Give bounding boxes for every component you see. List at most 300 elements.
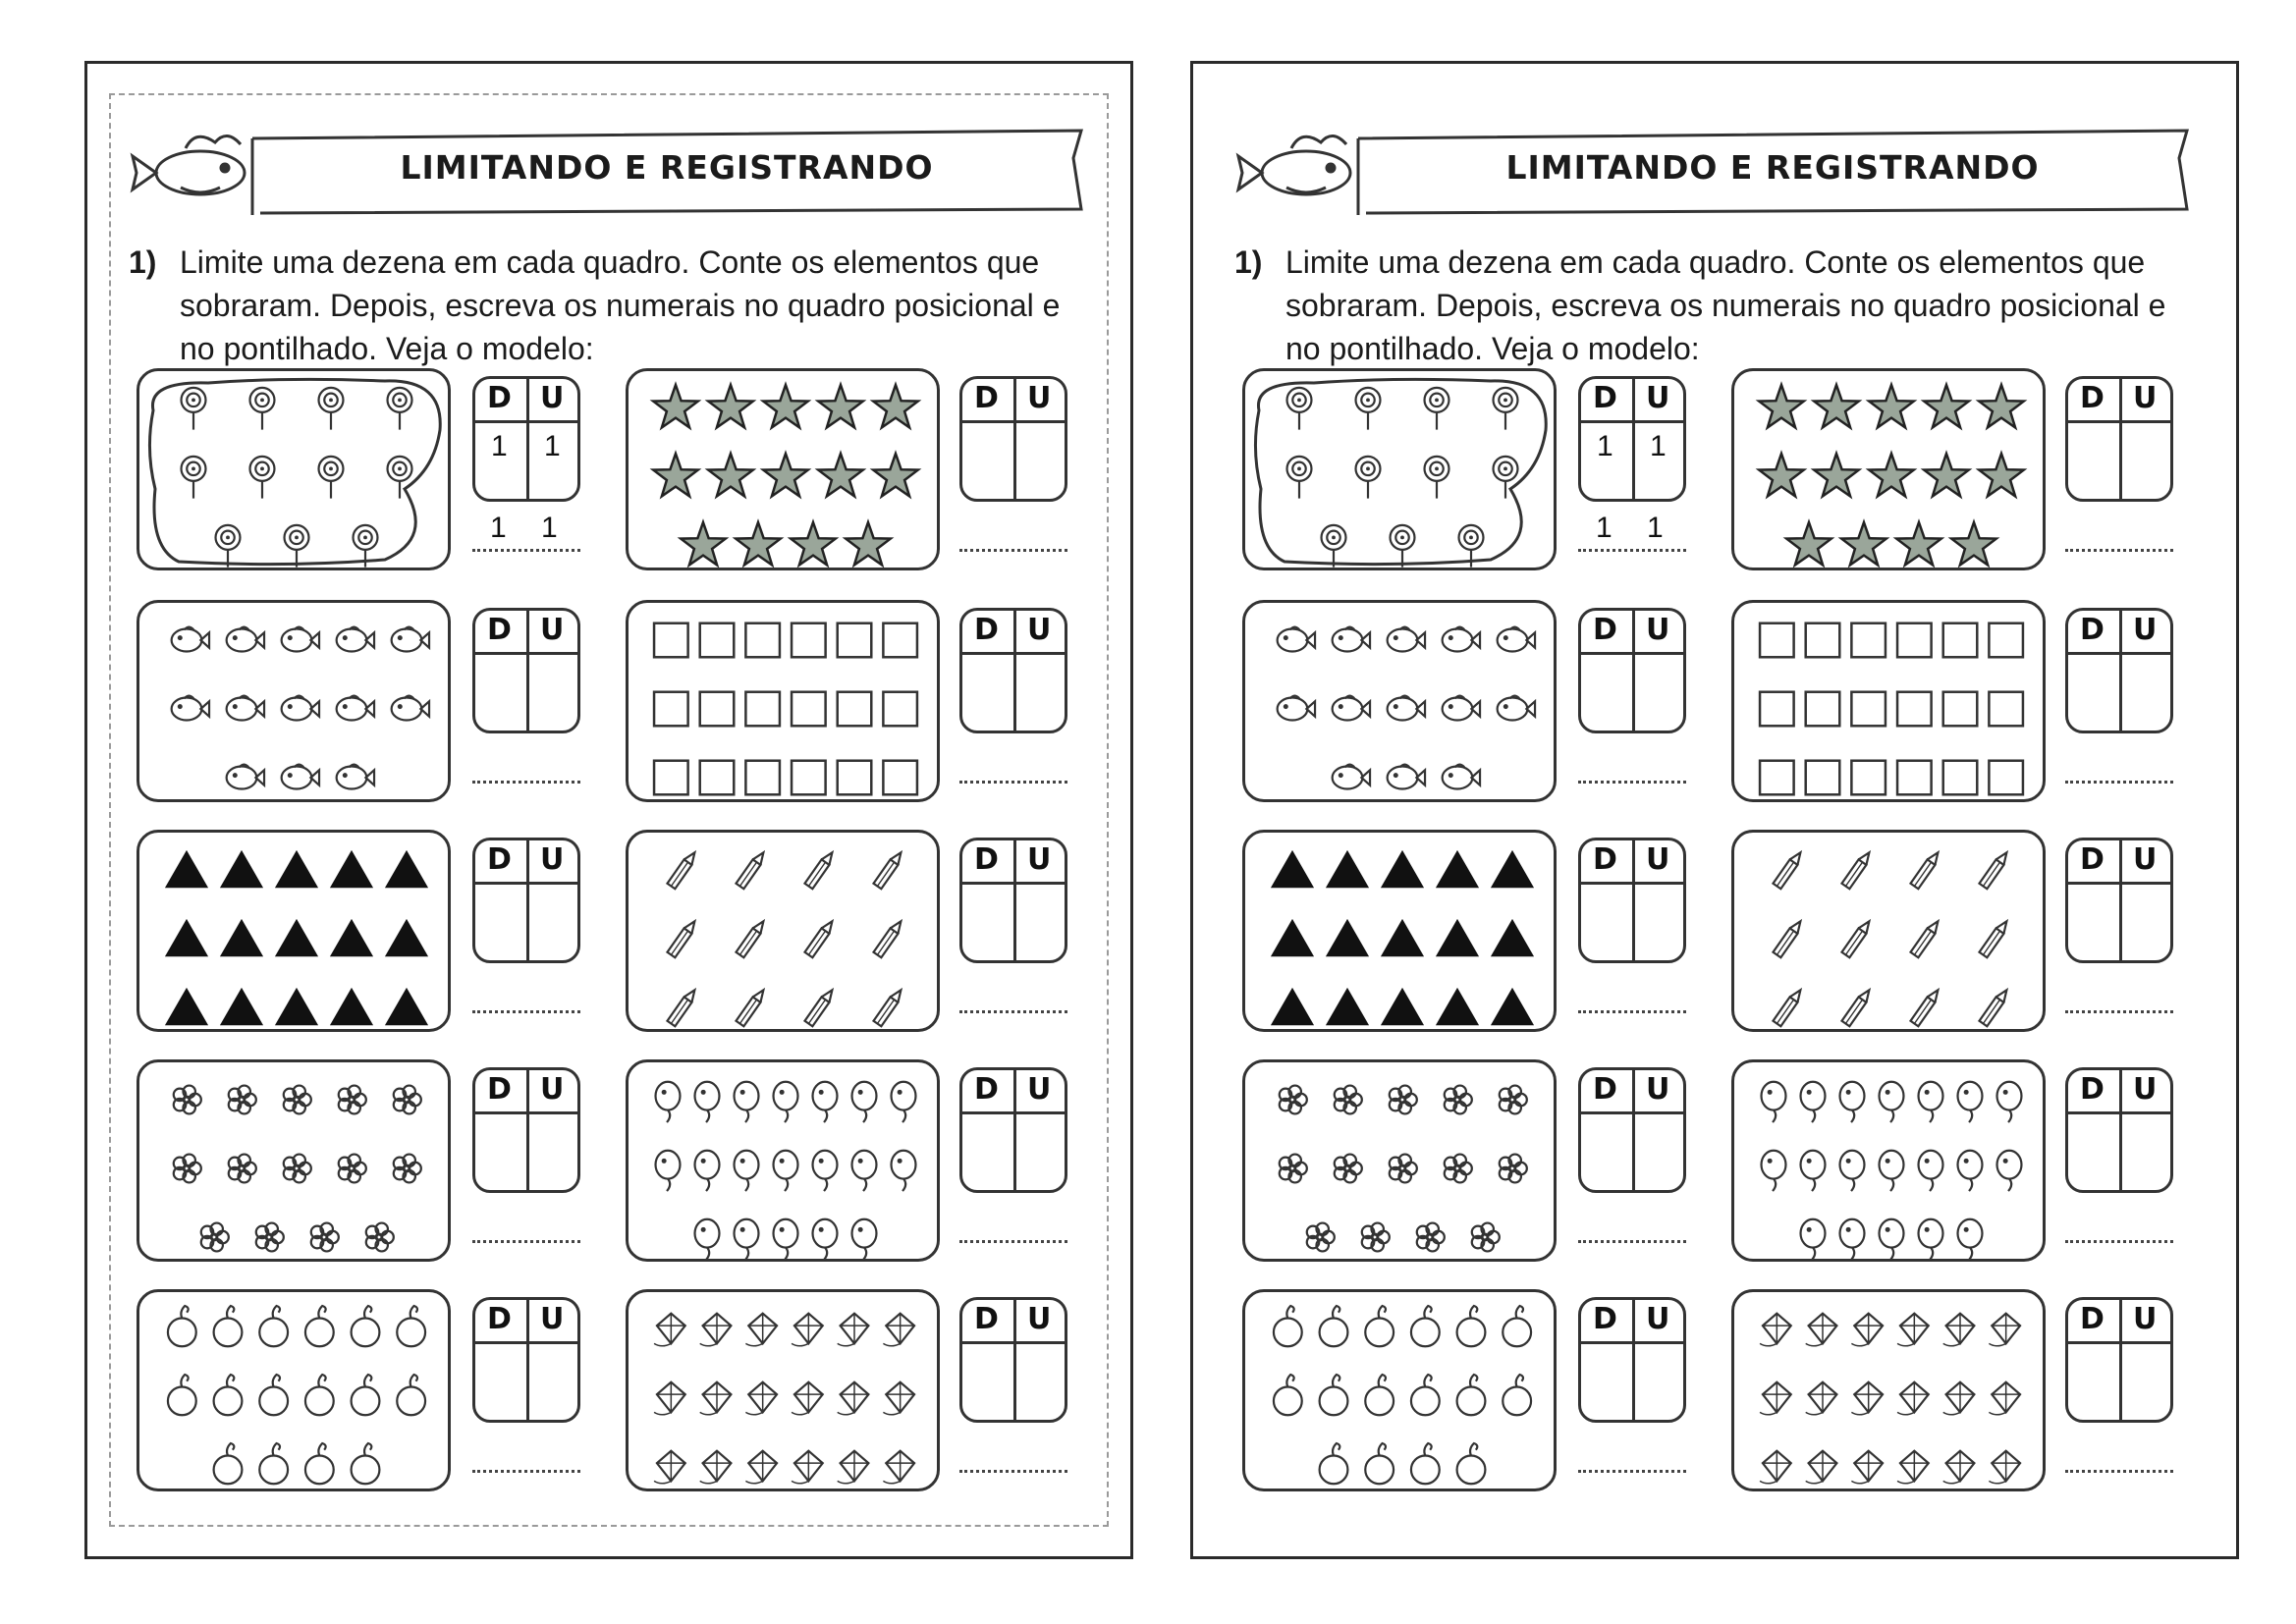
star-icon [763, 454, 808, 496]
triangle-icon [1326, 919, 1369, 956]
apples-illustration [139, 1292, 454, 1494]
triangle-icon [1491, 850, 1534, 888]
star-icon [873, 454, 918, 496]
triangle-icon [330, 988, 373, 1025]
place-value-box[interactable] [959, 608, 1067, 733]
triangle-icon [1381, 850, 1424, 888]
kite-icon [792, 1382, 823, 1415]
pencil-icon [805, 919, 837, 958]
balloon-icon [1762, 1151, 1786, 1191]
dotted-answer-line[interactable] [472, 1240, 580, 1243]
tens-label: D [974, 1072, 999, 1107]
balloon-icon [1919, 1151, 1943, 1191]
apple-icon [1503, 1306, 1531, 1346]
square-icon [700, 761, 735, 795]
balloon-icon [1880, 1151, 1904, 1191]
fish-icon [227, 765, 264, 789]
apple-icon [1457, 1375, 1486, 1415]
divider [1632, 1070, 1635, 1190]
square-icon [700, 692, 735, 727]
fish-icon [172, 627, 209, 652]
dotted-answer-line[interactable] [1578, 1470, 1686, 1473]
dotted-answer-line[interactable] [2065, 1240, 2173, 1243]
lollipop-icon [182, 388, 206, 430]
instruction-line-2: sobraram. Depois, escreva os numerais no quadro posicional e [1285, 288, 2166, 323]
balloon-icon [1919, 1082, 1943, 1122]
apple-icon [397, 1375, 425, 1415]
square-icon [838, 623, 872, 658]
balloon-icon [1840, 1219, 1865, 1260]
kite-icon [1989, 1451, 2020, 1484]
balloon-icon [852, 1151, 877, 1191]
kite-icon [838, 1314, 869, 1346]
triangle-icon [385, 988, 428, 1025]
units-label: U [540, 381, 565, 415]
tens-label: D [2080, 842, 2105, 877]
square-icon [883, 761, 917, 795]
lollipops-illustration [1245, 371, 1559, 573]
apple-icon [1274, 1306, 1302, 1346]
square-icon [1851, 761, 1886, 795]
pencil-icon [1842, 919, 1874, 958]
flower-icon [1500, 1086, 1527, 1114]
star-icon [708, 385, 753, 427]
exercise-tile-triangles[interactable] [1242, 830, 1557, 1032]
example-tens-value: 1 [1597, 430, 1613, 462]
page-title: LIMITANDO E REGISTRANDO [400, 148, 934, 187]
square-icon [745, 623, 780, 658]
place-value-box[interactable] [472, 376, 580, 502]
kites-illustration [1734, 1292, 2049, 1494]
square-icon [1806, 692, 1840, 727]
balloon-icon [813, 1082, 838, 1122]
dotted-answer-line[interactable] [2065, 549, 2173, 552]
triangle-icon [220, 988, 263, 1025]
balloon-icon [1801, 1219, 1826, 1260]
kite-icon [700, 1382, 732, 1415]
place-value-box[interactable] [959, 1297, 1067, 1423]
square-icon [1897, 623, 1932, 658]
flowers-illustration [139, 1062, 454, 1265]
exercise-tile-pencils[interactable] [626, 830, 940, 1032]
apple-icon [1411, 1306, 1440, 1346]
place-value-box[interactable] [472, 1067, 580, 1193]
place-value-box[interactable] [959, 838, 1067, 963]
exercise-tile-squares[interactable] [626, 600, 940, 802]
tens-label: D [1593, 613, 1617, 647]
fish-illustration [1245, 603, 1559, 805]
tens-label: D [974, 1302, 999, 1336]
exercise-tile-apples[interactable] [1242, 1289, 1557, 1491]
kite-icon [1943, 1382, 1975, 1415]
dotted-answer-line[interactable] [959, 781, 1067, 784]
kites-illustration [629, 1292, 943, 1494]
pencil-icon [1842, 988, 1874, 1027]
exercise-tile-stars[interactable] [1731, 368, 2046, 570]
dotted-answer-line[interactable] [1578, 549, 1686, 552]
apple-icon [259, 1375, 288, 1415]
fish-icon [227, 627, 264, 652]
tens-label: D [487, 1072, 512, 1107]
triangle-icon [1491, 988, 1534, 1025]
pencil-icon [1980, 850, 2011, 890]
divider [526, 1300, 529, 1420]
lollipop-icon [388, 388, 412, 430]
pencils-illustration [629, 833, 943, 1035]
pencil-icon [1911, 850, 1942, 890]
balloon-icon [774, 1151, 798, 1191]
square-icon [792, 761, 826, 795]
units-label: U [540, 842, 565, 877]
divider [1632, 379, 1635, 499]
exercise-tile-kites[interactable] [626, 1289, 940, 1491]
flower-icon [1390, 1086, 1417, 1114]
exercise-tile-pencils[interactable] [1731, 830, 2046, 1032]
place-value-box[interactable] [1578, 1067, 1686, 1193]
tens-label: D [974, 613, 999, 647]
apple-icon [352, 1443, 380, 1484]
triangle-icon [385, 850, 428, 888]
pencil-icon [874, 850, 905, 890]
balloon-icon [656, 1082, 681, 1122]
place-value-box[interactable] [1578, 376, 1686, 502]
divider [2119, 379, 2122, 499]
pencil-icon [737, 919, 768, 958]
lollipops-illustration [139, 371, 454, 573]
dotted-answer-line[interactable] [472, 1470, 580, 1473]
square-icon [654, 692, 688, 727]
lollipop-icon [285, 525, 309, 568]
balloon-icon [1801, 1082, 1826, 1122]
pencil-icon [874, 988, 905, 1027]
fish-icon [1388, 627, 1425, 652]
star-icon [1759, 454, 1804, 496]
tens-label: D [487, 1302, 512, 1336]
balloon-icon [1840, 1151, 1865, 1191]
star-icon [763, 385, 808, 427]
star-icon [1924, 454, 1969, 496]
pencils-illustration [1734, 833, 2049, 1035]
dotted-answer-line[interactable] [2065, 1010, 2173, 1013]
instruction-line-3: no pontilhado. Veja o modelo: [180, 331, 594, 366]
tens-label: D [487, 613, 512, 647]
triangle-icon [330, 850, 373, 888]
pencil-icon [1774, 988, 1805, 1027]
balloon-icon [1997, 1082, 2022, 1122]
balloon-icon [1762, 1082, 1786, 1122]
star-icon [708, 454, 753, 496]
star-icon [1841, 522, 1886, 565]
example-tens-value: 1 [491, 430, 508, 462]
pencil-icon [1980, 988, 2011, 1027]
lollipop-icon [388, 457, 412, 499]
fish-icon [337, 765, 374, 789]
dotted-answer-line[interactable] [1578, 781, 1686, 784]
units-label: U [1027, 1072, 1052, 1107]
divider [526, 379, 529, 499]
exercise-tile-balloons[interactable] [1731, 1059, 2046, 1262]
divider [1632, 840, 1635, 960]
flower-icon [394, 1086, 421, 1114]
star-icon [1869, 454, 1914, 496]
balloon-icon [695, 1082, 720, 1122]
apple-icon [168, 1375, 196, 1415]
question-number: 1) [1234, 244, 1263, 280]
pencil-icon [668, 850, 699, 890]
balloons-illustration [1734, 1062, 2049, 1265]
square-icon [1806, 623, 1840, 658]
exercise-tile-fish[interactable] [1242, 600, 1557, 802]
flower-icon [284, 1086, 311, 1114]
kite-icon [700, 1451, 732, 1484]
exercise-tile-apples[interactable] [137, 1289, 451, 1491]
place-value-box[interactable] [959, 376, 1067, 502]
exercise-tile-balloons[interactable] [626, 1059, 940, 1262]
star-icon [818, 454, 863, 496]
flower-icon [311, 1223, 339, 1252]
fish-icon [1443, 696, 1480, 721]
units-label: U [2133, 1072, 2158, 1107]
triangle-icon [165, 988, 208, 1025]
divider [526, 840, 529, 960]
units-label: U [1646, 381, 1670, 415]
square-icon [838, 761, 872, 795]
dotted-answer-line[interactable] [472, 1010, 580, 1013]
apple-icon [397, 1306, 425, 1346]
example-dotted-tens: 1 [1596, 512, 1613, 544]
units-label: U [540, 1302, 565, 1336]
lollipop-icon [1356, 457, 1381, 499]
square-icon [1989, 692, 2023, 727]
divider [1013, 611, 1016, 731]
triangle-icon [1491, 919, 1534, 956]
place-value-box[interactable] [472, 1297, 580, 1423]
flower-icon [1335, 1155, 1362, 1183]
apple-icon [305, 1375, 334, 1415]
exercise-tile-flowers[interactable] [1242, 1059, 1557, 1262]
dotted-answer-line[interactable] [2065, 1470, 2173, 1473]
apple-icon [1365, 1306, 1394, 1346]
place-value-box[interactable] [1578, 1297, 1686, 1423]
kite-icon [1806, 1314, 1837, 1346]
fish-icon [1333, 627, 1370, 652]
star-icon [1979, 454, 2024, 496]
dotted-answer-line[interactable] [2065, 781, 2173, 784]
balloon-icon [735, 1151, 759, 1191]
square-icon [792, 623, 826, 658]
square-icon [700, 623, 735, 658]
pencil-icon [737, 850, 768, 890]
square-icon [1806, 761, 1840, 795]
units-label: U [1027, 842, 1052, 877]
kite-icon [745, 1314, 777, 1346]
units-label: U [2133, 381, 2158, 415]
triangle-icon [1326, 988, 1369, 1025]
kite-icon [700, 1314, 732, 1346]
kite-icon [1851, 1314, 1883, 1346]
dotted-answer-line[interactable] [472, 549, 580, 552]
apples-illustration [1245, 1292, 1559, 1494]
balloon-icon [695, 1151, 720, 1191]
kite-icon [1760, 1314, 1791, 1346]
kite-icon [1806, 1451, 1837, 1484]
balloon-icon [1958, 1082, 1983, 1122]
kite-icon [1806, 1382, 1837, 1415]
kite-icon [792, 1451, 823, 1484]
balloon-icon [1801, 1151, 1826, 1191]
dotted-answer-line[interactable] [959, 1470, 1067, 1473]
divider [1013, 1300, 1016, 1420]
instruction-line-2: sobraram. Depois, escreva os numerais no quadro posicional e [180, 288, 1061, 323]
place-value-box[interactable] [472, 608, 580, 733]
star-icon [1979, 385, 2024, 427]
units-label: U [1646, 1072, 1670, 1107]
square-icon [1897, 692, 1932, 727]
lollipop-icon [1425, 388, 1449, 430]
instruction-line-3: no pontilhado. Veja o modelo: [1285, 331, 1700, 366]
apple-icon [1365, 1375, 1394, 1415]
square-icon [1851, 692, 1886, 727]
worksheet-page-left [84, 61, 1133, 1559]
place-value-box[interactable] [1578, 838, 1686, 963]
place-value-box[interactable] [2065, 608, 2173, 733]
square-icon [1760, 623, 1794, 658]
apple-icon [1320, 1375, 1348, 1415]
example-units-value: 1 [1650, 430, 1667, 462]
lollipop-icon [216, 525, 241, 568]
kite-icon [654, 1382, 685, 1415]
dotted-answer-line[interactable] [472, 781, 580, 784]
units-label: U [2133, 842, 2158, 877]
fish-icon [282, 765, 319, 789]
kite-icon [838, 1451, 869, 1484]
units-label: U [1646, 842, 1670, 877]
star-icon [1869, 385, 1914, 427]
fish-icon [1278, 696, 1315, 721]
kite-icon [654, 1314, 685, 1346]
tens-label: D [1593, 1302, 1617, 1336]
kite-icon [883, 1382, 914, 1415]
star-icon [791, 522, 836, 565]
star-icon [681, 522, 726, 565]
apple-icon [305, 1306, 334, 1346]
fish-icon [1443, 627, 1480, 652]
fish-icon [227, 696, 264, 721]
dotted-answer-line[interactable] [959, 549, 1067, 552]
fish-icon [1388, 696, 1425, 721]
flower-icon [1472, 1223, 1500, 1252]
dotted-answer-line[interactable] [959, 1010, 1067, 1013]
lollipop-icon [1494, 457, 1518, 499]
exercise-tile-squares[interactable] [1731, 600, 2046, 802]
flower-icon [394, 1155, 421, 1183]
pencil-icon [668, 919, 699, 958]
divider [526, 611, 529, 731]
place-value-box[interactable] [2065, 1297, 2173, 1423]
triangle-icon [1436, 919, 1479, 956]
star-icon [1896, 522, 1941, 565]
lollipop-icon [250, 388, 275, 430]
exercise-tile-fish[interactable] [137, 600, 451, 802]
dotted-answer-line[interactable] [1578, 1240, 1686, 1243]
triangles-illustration [1245, 833, 1559, 1035]
apple-icon [168, 1306, 196, 1346]
question-number: 1) [129, 244, 157, 280]
place-value-box[interactable] [959, 1067, 1067, 1193]
divider [1013, 379, 1016, 499]
place-value-box[interactable] [1578, 608, 1686, 733]
units-label: U [1027, 381, 1052, 415]
kite-icon [1897, 1382, 1929, 1415]
flower-icon [366, 1223, 394, 1252]
triangle-icon [220, 919, 263, 956]
tens-label: D [2080, 381, 2105, 415]
exercise-tile-lollipops[interactable] [1242, 368, 1557, 570]
tens-label: D [2080, 1302, 2105, 1336]
fish-icon [392, 696, 429, 721]
kite-icon [1760, 1451, 1791, 1484]
exercise-tile-stars[interactable] [626, 368, 940, 570]
square-icon [1989, 623, 2023, 658]
apple-icon [305, 1443, 334, 1484]
balloon-icon [813, 1151, 838, 1191]
fish-icon [1498, 627, 1535, 652]
tens-label: D [487, 381, 512, 415]
triangle-icon [275, 850, 318, 888]
lollipop-icon [1322, 525, 1346, 568]
exercise-tile-flowers[interactable] [137, 1059, 451, 1262]
exercise-tile-kites[interactable] [1731, 1289, 2046, 1491]
flower-icon [1417, 1223, 1445, 1252]
apple-icon [1274, 1375, 1302, 1415]
triangle-icon [1436, 988, 1479, 1025]
star-icon [1814, 385, 1859, 427]
square-icon [1897, 761, 1932, 795]
flower-icon [339, 1086, 366, 1114]
square-icon [792, 692, 826, 727]
apple-icon [1457, 1443, 1486, 1484]
place-value-box[interactable] [472, 838, 580, 963]
exercise-grid [1193, 64, 2236, 1556]
place-value-box[interactable] [2065, 1067, 2173, 1193]
instruction-line-1: Limite uma dezena em cada quadro. Conte os elementos que [1285, 244, 2146, 280]
lollipop-icon [250, 457, 275, 499]
place-value-box[interactable] [2065, 838, 2173, 963]
place-value-box[interactable] [2065, 376, 2173, 502]
dotted-answer-line[interactable] [959, 1240, 1067, 1243]
star-icon [1924, 385, 1969, 427]
divider [2119, 1070, 2122, 1190]
example-dotted-units: 1 [1647, 512, 1664, 544]
star-icon [846, 522, 891, 565]
lollipop-icon [319, 388, 344, 430]
square-icon [1760, 761, 1794, 795]
balloon-icon [892, 1151, 916, 1191]
exercise-tile-triangles[interactable] [137, 830, 451, 1032]
apple-icon [1320, 1443, 1348, 1484]
apple-icon [352, 1375, 380, 1415]
tens-label: D [974, 842, 999, 877]
fish-icon [172, 696, 209, 721]
fish-icon [1278, 627, 1315, 652]
square-icon [1989, 761, 2023, 795]
fish-icon [1498, 696, 1535, 721]
exercise-tile-lollipops[interactable] [137, 368, 451, 570]
dotted-answer-line[interactable] [1578, 1010, 1686, 1013]
balloon-icon [735, 1082, 759, 1122]
triangle-icon [165, 850, 208, 888]
apple-icon [259, 1443, 288, 1484]
